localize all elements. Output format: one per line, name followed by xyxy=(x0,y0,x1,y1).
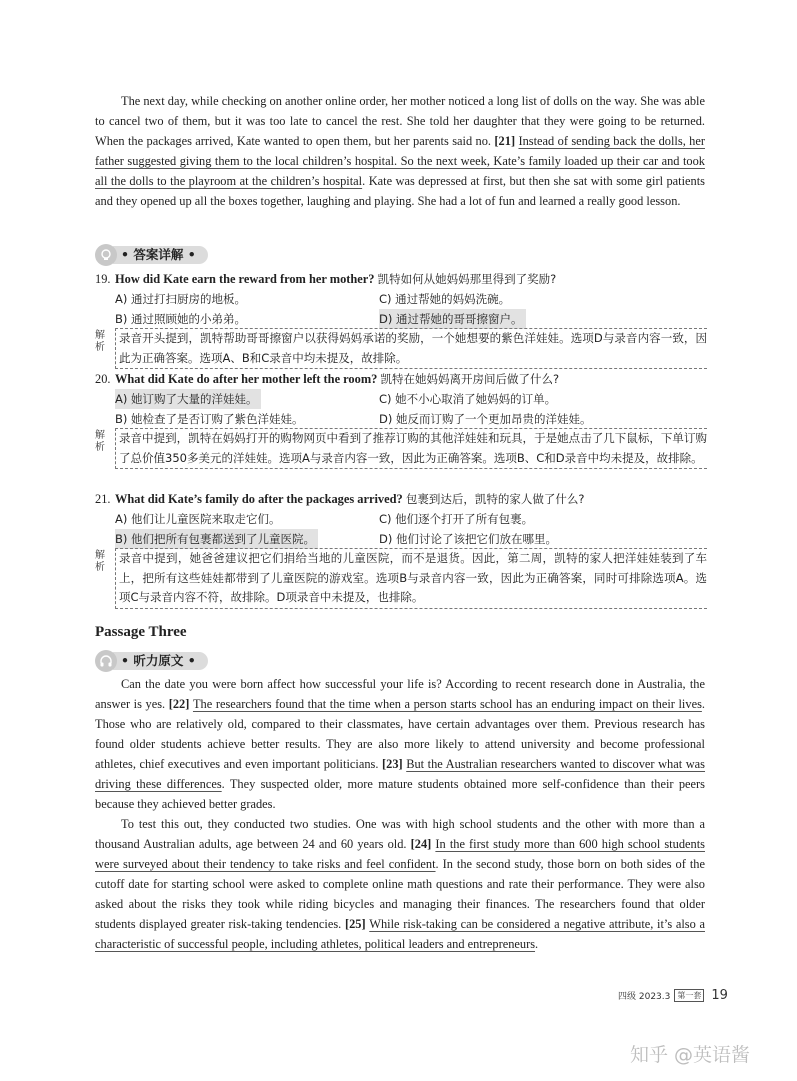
option-b: B) 她检查了是否订购了紫色洋娃娃。 xyxy=(115,412,304,426)
answers-section-header xyxy=(95,244,208,266)
lightbulb-icon xyxy=(95,244,117,266)
passage-three-paragraph-2 xyxy=(95,814,705,954)
option-c: C) 通过帮她的妈妈洗碗。 xyxy=(379,292,511,306)
question-20 xyxy=(95,369,715,429)
underlined-answer-span: The researchers found that the time when a person starts school has an enduring impact on their lives xyxy=(192,697,702,711)
page-number: 19 xyxy=(711,988,728,1003)
analysis-tag: 解析 xyxy=(95,330,105,353)
transcript-section-label: • 听力原文 • xyxy=(113,652,208,670)
passage-three-title: Passage Three xyxy=(95,624,187,640)
page-footer xyxy=(618,988,728,1003)
options xyxy=(115,289,715,329)
question-marker: [24] xyxy=(410,837,436,851)
underlined-answer-span: While risk-taking can be considered a negative attribute, it’s also a characteristic of successful people, including athletes, political leaders and entrepreneurs xyxy=(95,917,705,951)
question-stem xyxy=(95,269,715,289)
question-number: 20. xyxy=(95,372,111,386)
top-passage-paragraph xyxy=(95,91,705,211)
option-b: B) 通过照顾她的小弟弟。 xyxy=(115,312,247,326)
analysis-text: 录音中提到，凯特在妈妈打开的购物网页中看到了推荐订购的其他洋娃娃和玩具，于是她点击了几下鼠标，下单订购了总价值350多美元的洋娃娃。选项A与录音内容一致，因此为正确答案。选项B、C和D录音中均未提及，故排除。 xyxy=(119,431,707,465)
analysis-19 xyxy=(95,328,707,369)
question-stem xyxy=(95,369,715,389)
text-span: The next day, while checking on another online order, her mother noticed a long list of dolls on the way. She was able to cancel two of them, but it was too late to cancel the rest. She told her daughter that they were going to be returned. When the packages arrived, Kate wanted to open them, but her parents said no. xyxy=(95,94,705,148)
text-span: . They suspected older, more mature students obtained more self-confidence than their peers because they achieved better grades. xyxy=(95,777,705,811)
options xyxy=(115,389,715,429)
text-span: . Those who are relatively old, compared to their classmates, have certain advantages over them. Previous research has found older students achieve better results. They are also more likely to attend university and become professional athletes, chief executives and even important politicians. xyxy=(95,697,705,771)
option-b-correct: B) 他们把所有包裹都送到了儿童医院。 xyxy=(115,529,318,549)
answers-section-label: • 答案详解 • xyxy=(113,246,208,264)
option-d-correct: D) 通过帮她的哥哥擦窗户。 xyxy=(379,309,526,329)
analysis-text: 录音中提到，她爸爸建议把它们捐给当地的儿童医院，而不是退货。因此，第二周，凯特的家人把洋娃娃装到了车上，把所有这些娃娃都带到了儿童医院的游戏室。选项B与录音内容一致，因此为正确答案，同时可排除选项A。选项C与录音内容不符，故排除。D项录音中未提及，也排除。 xyxy=(119,551,707,604)
question-marker: [22] xyxy=(168,697,193,711)
analysis-21 xyxy=(95,548,707,609)
underlined-answer-span: In the first study more than 600 high school students were surveyed about their tendency to take risks and feel confident xyxy=(95,837,705,871)
footer-badge: 第一套 xyxy=(674,989,704,1002)
option-c: C) 她不小心取消了她妈妈的订单。 xyxy=(379,392,557,406)
question-marker: [21] xyxy=(494,134,519,148)
passage-three-paragraph-1 xyxy=(95,674,705,814)
question-stem xyxy=(95,489,715,509)
question-marker: [25] xyxy=(344,917,370,931)
question-text-cn: 凯特在她妈妈离开房间后做了什么? xyxy=(380,372,560,386)
option-a-correct: A) 她订购了大量的洋娃娃。 xyxy=(115,389,261,409)
text-span: Can the date you were born affect how successful your life is? According to recent research done in Australia, the answer is yes. xyxy=(95,677,705,711)
watermark: 知乎 @英语酱 xyxy=(630,1044,751,1066)
headphones-icon xyxy=(95,650,117,672)
question-text-en: How did Kate earn the reward from her mother? xyxy=(115,272,375,286)
option-a: A) 他们让儿童医院来取走它们。 xyxy=(115,512,281,526)
question-number: 19. xyxy=(95,272,111,286)
question-19 xyxy=(95,269,715,329)
underlined-answer-span: But the Australian researchers wanted to discover what was driving these differences xyxy=(95,757,706,791)
text-span: . In the second study, those born on both sides of the cutoff date for starting school were asked to complete online math questions and rate their performance. They were also asked about the risks they took while riding bicycles and managing their finances. The researchers found that older students displayed greater risk-taking tendencies. xyxy=(95,857,705,931)
top-passage xyxy=(95,91,705,211)
text-span: To test this out, they conducted two studies. One was with high school students and the other with more than a thousand Australian adults, age between 24 and 60 years old. xyxy=(95,817,705,851)
question-number: 21. xyxy=(95,492,111,506)
question-marker: [23] xyxy=(382,757,407,771)
underlined-answer-span: Instead of sending back the dolls, her father suggested giving them to the local children’s hospital. So the next week, Kate’s family loaded up their car and took all the dolls to the playroom at the children’s hospital xyxy=(95,134,705,188)
option-c: C) 他们逐个打开了所有包裹。 xyxy=(379,512,534,526)
question-text-en: What did Kate’s family do after the packages arrived? xyxy=(115,492,403,506)
options xyxy=(115,509,715,549)
analysis-20 xyxy=(95,428,707,469)
question-text-cn: 包裹到达后，凯特的家人做了什么? xyxy=(405,492,585,506)
transcript-section-header xyxy=(95,650,208,672)
option-a: A) 通过打扫厨房的地板。 xyxy=(115,292,247,306)
analysis-tag: 解析 xyxy=(95,430,105,453)
question-text-en: What did Kate do after her mother left the room? xyxy=(115,372,378,386)
analysis-tag: 解析 xyxy=(95,550,105,573)
question-21 xyxy=(95,489,715,549)
text-span: . xyxy=(535,937,539,951)
option-d: D) 他们讨论了该把它们放在哪里。 xyxy=(379,532,557,546)
option-d: D) 她反而订购了一个更加昂贵的洋娃娃。 xyxy=(379,412,592,426)
analysis-text: 录音开头提到，凯特帮助哥哥擦窗户以获得妈妈承诺的奖励，一个她想要的紫色洋娃娃。选项D与录音内容一致，因此为正确答案。选项A、B和C录音中均未提及，故排除。 xyxy=(119,331,707,365)
footer-text: 四级 2023.3 xyxy=(618,992,671,1002)
passage-three-text xyxy=(95,674,705,954)
question-text-cn: 凯特如何从她妈妈那里得到了奖励? xyxy=(377,272,557,286)
text-span: . Kate was depressed at first, but then she sat with some girl patients and they opened up all the boxes together, laughing and playing. She had a lot of fun and learned a really good lesson. xyxy=(95,174,706,208)
